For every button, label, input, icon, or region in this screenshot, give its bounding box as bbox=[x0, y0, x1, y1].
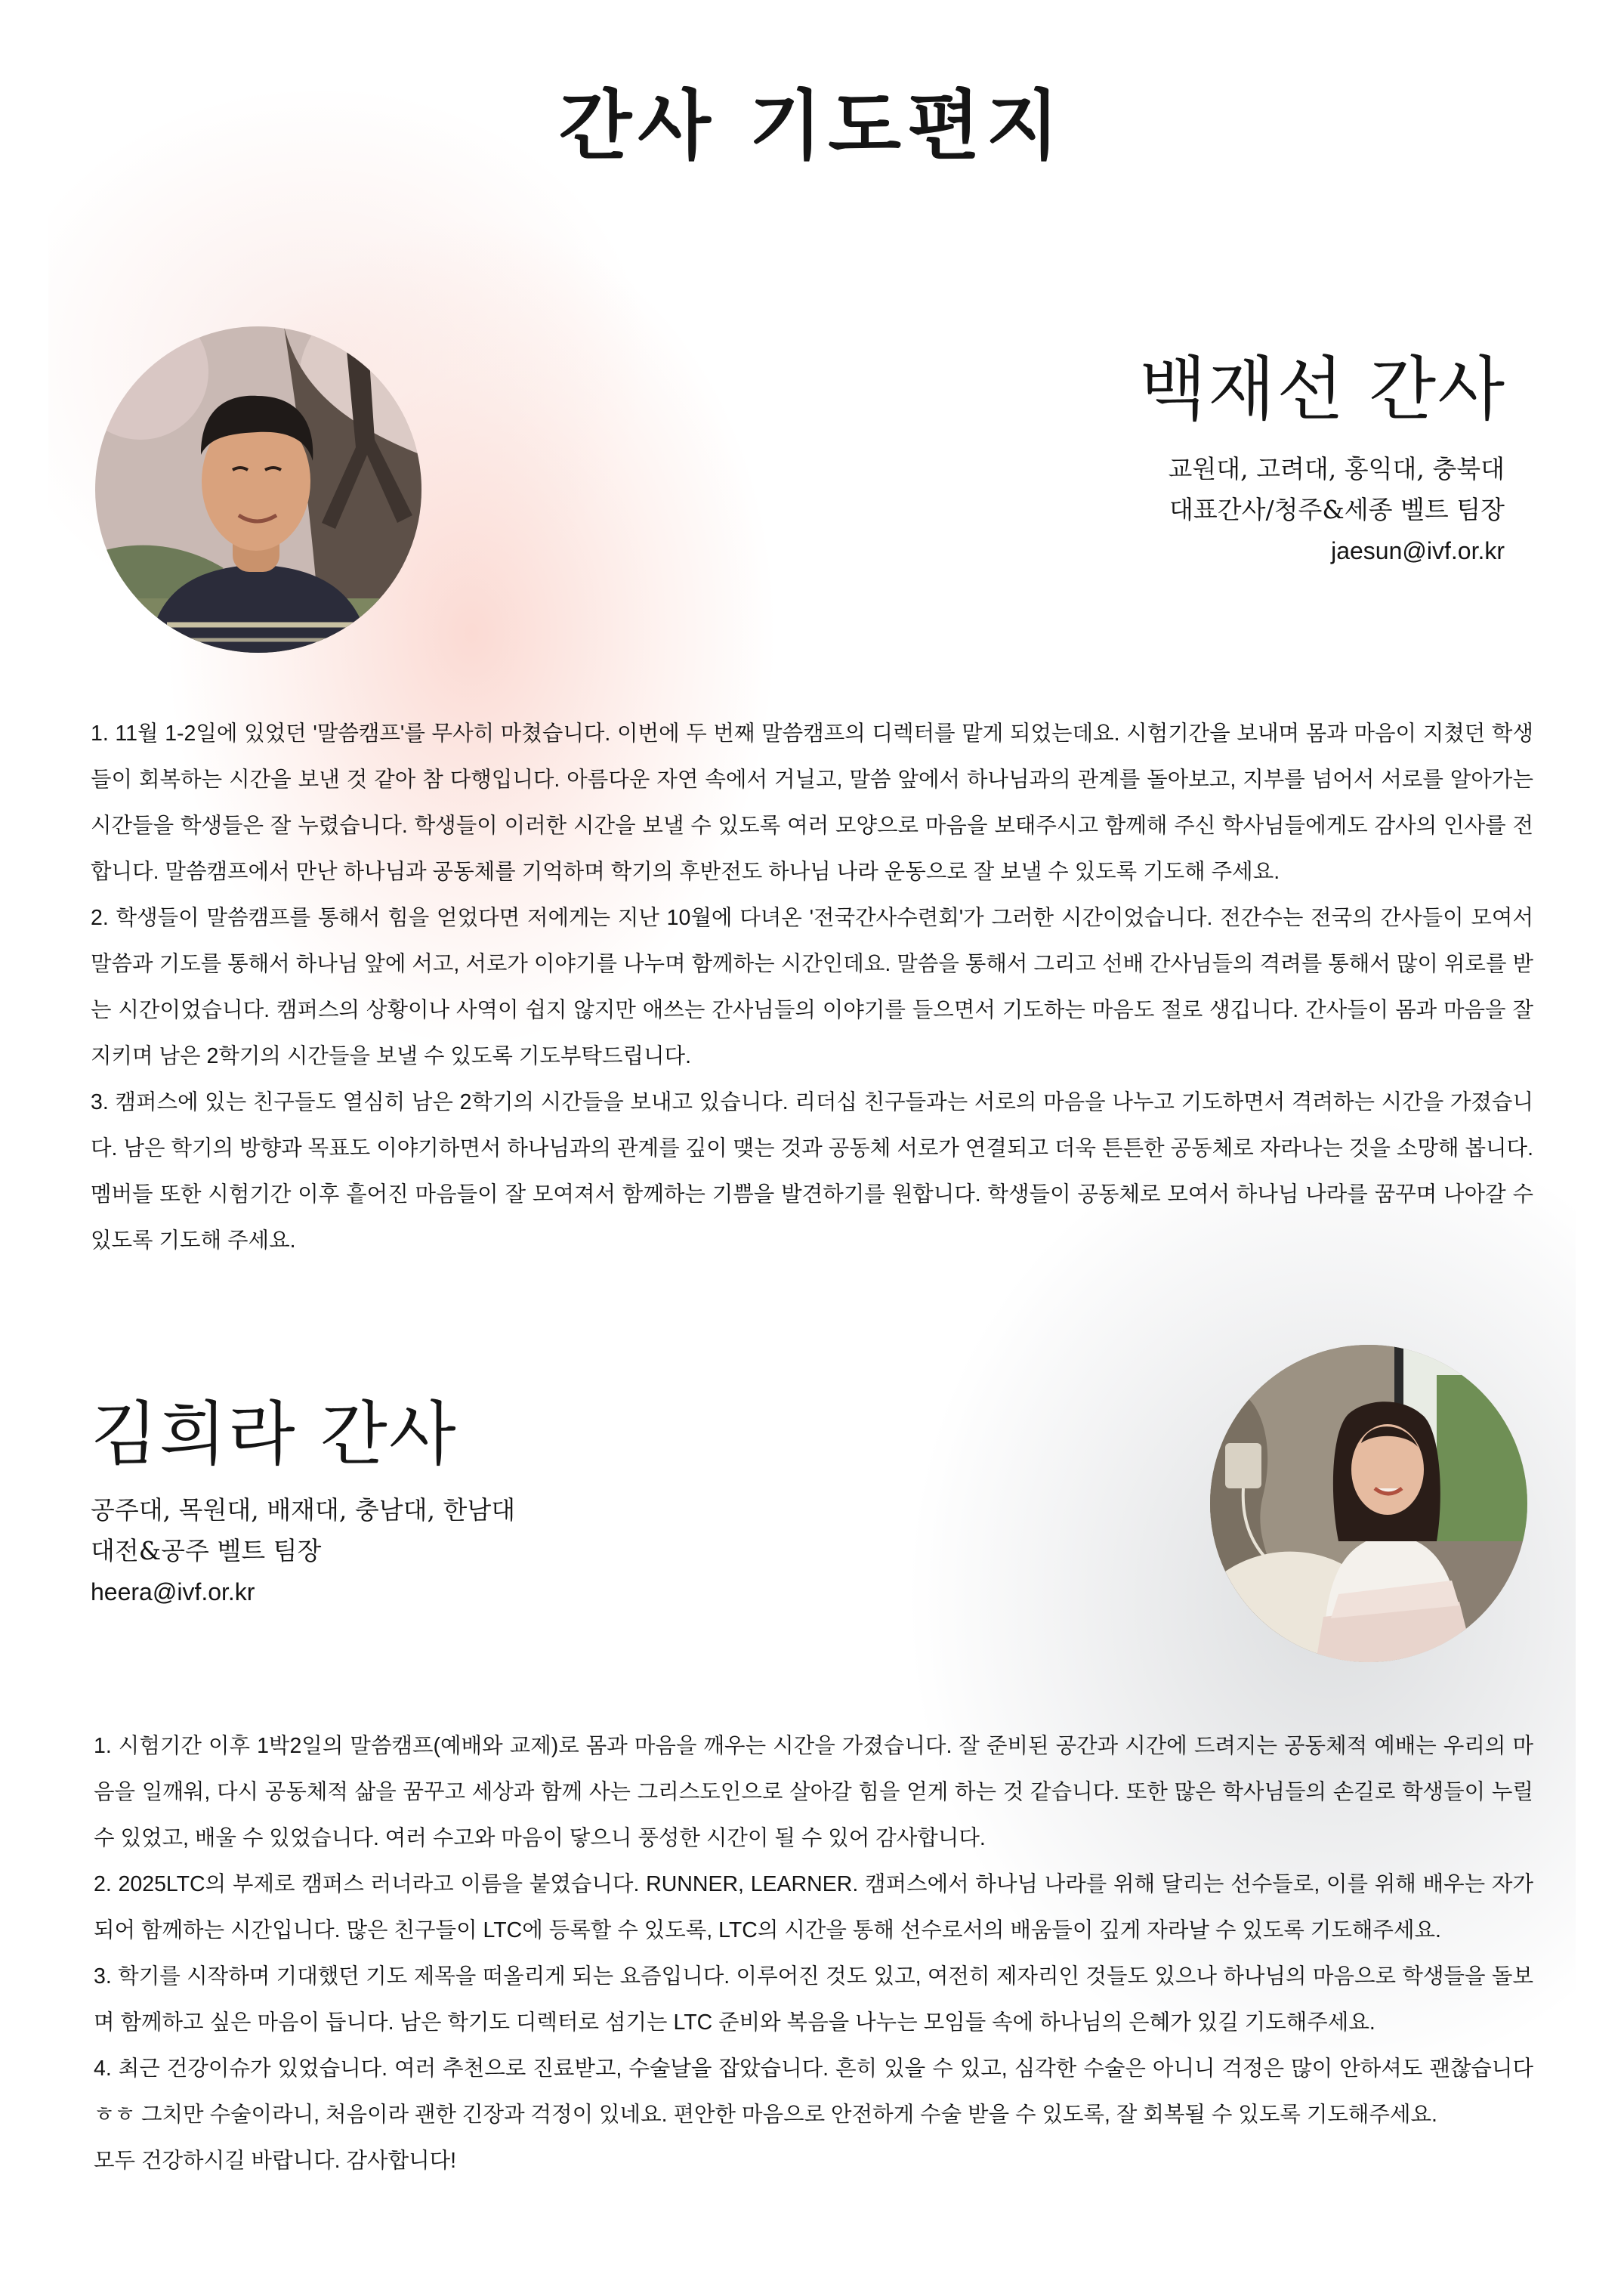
staff1-name: 백재선 간사 bbox=[1139, 349, 1506, 430]
staff1-campuses: 교원대, 고려대, 홍익대, 충북대 bbox=[1168, 454, 1505, 484]
staff2-campuses: 공주대, 목원대, 배재대, 충남대, 한남대 bbox=[91, 1495, 516, 1525]
staff1-info bbox=[1169, 449, 1505, 571]
staff2-role: 대전&공주 벨트 팀장 bbox=[91, 1536, 322, 1565]
staff2-email: heera@ivf.or.kr bbox=[91, 1578, 255, 1605]
staff1-email: jaesun@ivf.or.kr bbox=[1331, 537, 1505, 564]
woman-portrait-icon bbox=[1210, 1345, 1527, 1662]
man-portrait-icon bbox=[95, 326, 421, 653]
staff2-info bbox=[91, 1490, 515, 1612]
prayer-item: 4. 최근 건강이슈가 있었습니다. 여러 추천으로 진료받고, 수술날을 잡았습니다. 흔히 있을 수 있고, 심각한 수술은 아니니 걱정은 많이 안하셔도 괜찮습니다ㅎㅎ 그치만 수술이라니, 처음이라 괜한 긴장과 걱정이 있네요. 편안한 마음으로 안전하게 수술 받을 수 있도록, 잘 회복될 수 있도록 기도해주세요. bbox=[94, 2057, 1533, 2127]
staff1-photo bbox=[95, 326, 421, 653]
staff1-prayer-list bbox=[91, 711, 1533, 1264]
staff2-photo bbox=[1210, 1345, 1527, 1662]
prayer-item: 2. 학생들이 말씀캠프를 통해서 힘을 얻었다면 저에게는 지난 10월에 다녀온 '전국간사수련회'가 그러한 시간이었습니다. 전간수는 전국의 간사들이 모여서 말씀과 기도를 통해서 하나님 앞에 서고, 서로가 이야기를 나누며 함께하는 시간인데요. 말씀을 통해서 그리고 선배 간사님들의 격려를 통해서 많이 위로를 받는 시간이었습니다. 캠퍼스의 상황이나 사역이 쉽지 않지만 애쓰는 간사님들의 이야기를 들으면서 기도하는 마음도 절로 생깁니다. 간사들이 몸과 마음을 잘 지키며 남은 2학기의 시간들을 보낼 수 있도록 기도부탁드립니다. bbox=[91, 906, 1533, 1068]
staff2-name: 김희라 간사 bbox=[91, 1394, 458, 1475]
prayer-item: 3. 캠퍼스에 있는 친구들도 열심히 남은 2학기의 시간들을 보내고 있습니다. 리더십 친구들과는 서로의 마음을 나누고 기도하면서 격려하는 시간을 가졌습니다. 남은 학기의 방향과 목표도 이야기하면서 하나님과의 관계를 깊이 맺는 것과 공동체 서로가 연결되고 더욱 튼튼한 공동체로 자라나는 것을 소망해 봅니다. 멤버들 또한 시험기간 이후 흩어진 마음들이 잘 모여져서 함께하는 기쁨을 발견하기를 원합니다. 학생들이 공동체로 모여서 하나님 나라를 꿈꾸며 나아갈 수 있도록 기도해 주세요. bbox=[91, 1090, 1533, 1253]
page-title: 간사 기도편지 bbox=[558, 82, 1066, 170]
prayer-item: 1. 11월 1-2일에 있었던 '말씀캠프'를 무사히 마쳤습니다. 이번에 두 번째 말씀캠프의 디렉터를 맡게 되었는데요. 시험기간을 보내며 몸과 마음이 지쳤던 학생들이 회복하는 시간을 보낸 것 같아 참 다행입니다. 아름다운 자연 속에서 거닐고, 말씀 앞에서 하나님과의 관계를 돌아보고, 지부를 넘어서 서로를 알아가는 시간들을 학생들은 잘 누렸습니다. 학생들이 이러한 시간을 보낼 수 있도록 여러 모양으로 마음을 보태주시고 함께해 주신 학사님들에게도 감사의 인사를 전합니다. 말씀캠프에서 만난 하나님과 공동체를 기억하며 학기의 후반전도 하나님 나라 운동으로 잘 보낼 수 있도록 기도해 주세요. bbox=[91, 722, 1533, 884]
prayer-item: 2. 2025LTC의 부제로 캠퍼스 러너라고 이름을 붙였습니다. RUNNER, LEARNER. 캠퍼스에서 하나님 나라를 위해 달리는 선수들로, 이를 위해 배우는 자가 되어 함께하는 시간입니다. 많은 친구들이 LTC에 등록할 수 있도록, LTC의 시간을 통해 선수로서의 배움들이 깊게 자라날 수 있도록 기도해주세요. bbox=[94, 1872, 1533, 1942]
prayer-item: 1. 시험기간 이후 1박2일의 말씀캠프(예배와 교제)로 몸과 마음을 깨우는 시간을 가졌습니다. 잘 준비된 공간과 시간에 드려지는 공동체적 예배는 우리의 마음을 일깨워, 다시 공동체적 삶을 꿈꾸고 세상과 함께 사는 그리스도인으로 살아갈 힘을 얻게 하는 것 같습니다. 또한 많은 학사님들의 손길로 학생들이 누릴 수 있었고, 배울 수 있었습니다. 여러 수고와 마음이 닿으니 풍성한 시간이 될 수 있어 감사합니다. bbox=[94, 1734, 1533, 1850]
closing-line: 모두 건강하시길 바랍니다. 감사합니다! bbox=[94, 2149, 457, 2173]
staff2-prayer-list bbox=[94, 1723, 1533, 2184]
prayer-item: 3. 학기를 시작하며 기대했던 기도 제목을 떠올리게 되는 요즘입니다. 이루어진 것도 있고, 여전히 제자리인 것들도 있으나 하나님의 마음으로 학생들을 돌보며 함께하고 싶은 마음이 듭니다. 남은 학기도 디렉터로 섬기는 LTC 준비와 복음을 나누는 모임들 속에 하나님의 은혜가 있길 기도해주세요. bbox=[94, 1964, 1533, 2035]
staff1-role: 대표간사/청주&세종 벨트 팀장 bbox=[1169, 495, 1505, 524]
